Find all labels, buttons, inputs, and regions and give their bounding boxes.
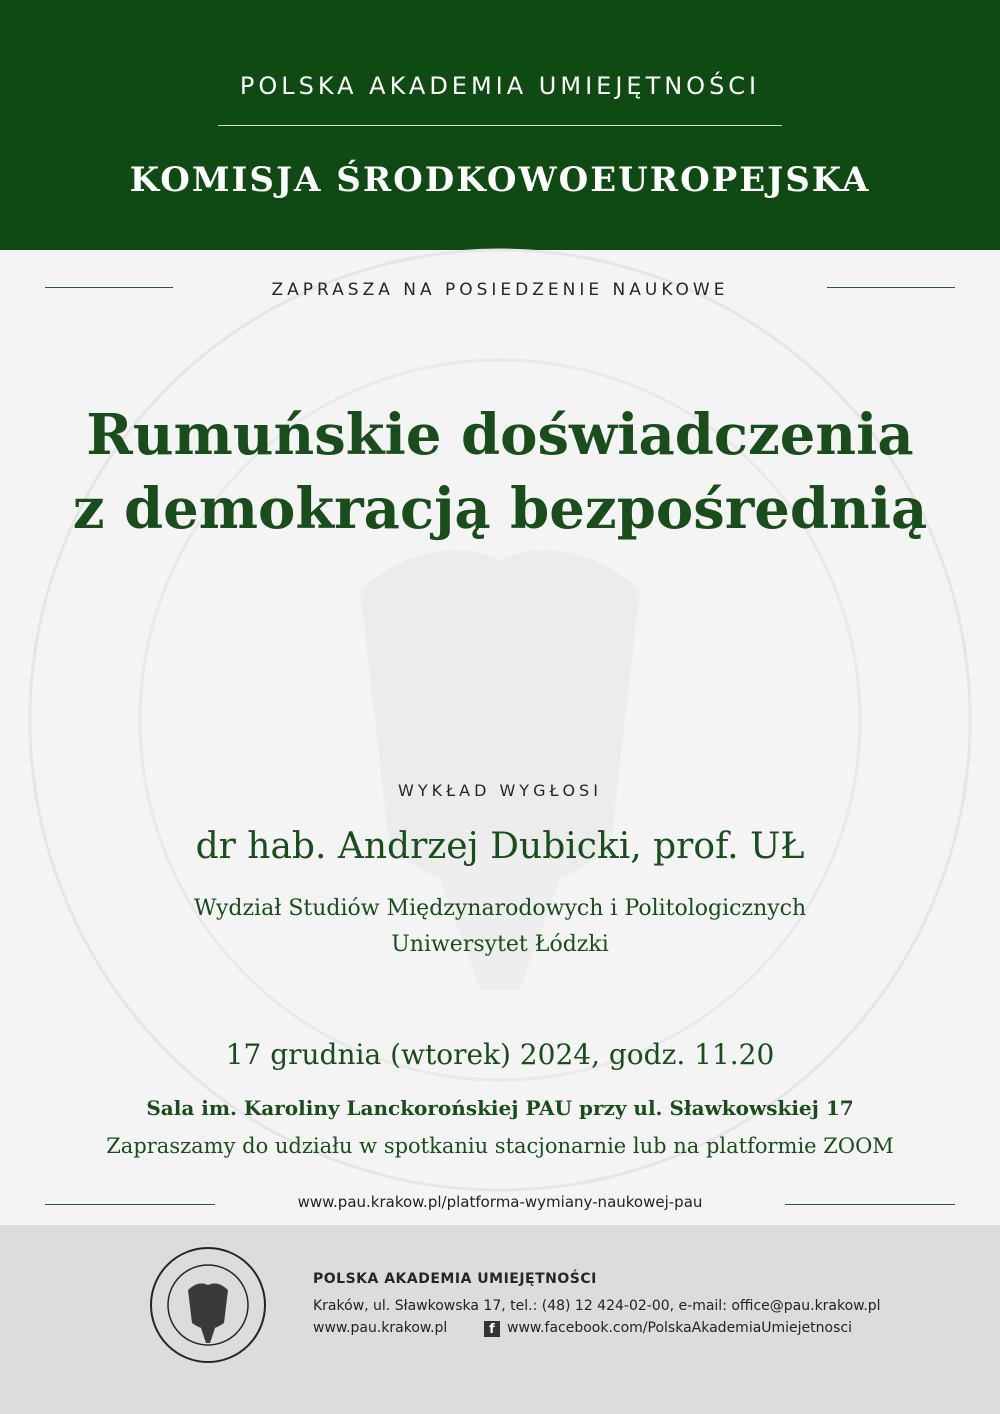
speaker-name: dr hab. Andrzej Dubicki, prof. UŁ xyxy=(195,826,805,867)
commission-name: KOMISJA ŚRODKOWOEUROPEJSKA xyxy=(129,160,871,200)
affiliation-university: Uniwersytet Łódzki xyxy=(391,932,609,957)
footer-facebook-link[interactable]: www.facebook.com/PolskaAkademiaUmiejetnosci xyxy=(507,1320,852,1336)
participation-note: Zapraszamy do udziału w spotkaniu stacjonarnie lub na platformie ZOOM xyxy=(106,1134,894,1158)
facebook-icon: f xyxy=(484,1321,500,1337)
lecture-title xyxy=(0,398,1000,546)
title-line-1: Rumuńskie doświadczenia xyxy=(86,402,914,468)
affiliation-faculty: Wydział Studiów Międzynarodowych i Politologicznych xyxy=(193,896,807,921)
title-line-2: z demokracją bezpośrednią xyxy=(72,476,928,542)
footer-address: Kraków, ul. Sławkowska 17, tel.: (48) 12 424-02-00, e-mail: office@pau.krakow.pl xyxy=(313,1298,881,1314)
event-venue: Sala im. Karoliny Lanckorońskiej PAU przy ul. Sławkowskiej 17 xyxy=(146,1096,854,1120)
invitation-text: ZAPRASZA NA POSIEDZENIE NAUKOWE xyxy=(271,280,729,300)
organization-name: POLSKA AKADEMIA UMIEJĘTNOŚCI xyxy=(239,72,761,100)
footer-organization: POLSKA AKADEMIA UMIEJĘTNOŚCI xyxy=(313,1271,597,1287)
lecture-label: WYKŁAD WYGŁOSI xyxy=(398,781,602,800)
pau-seal-logo xyxy=(148,1245,268,1365)
platform-link[interactable]: www.pau.krakow.pl/platforma-wymiany-naukowej-pau xyxy=(297,1193,703,1211)
header-divider xyxy=(218,125,782,126)
footer xyxy=(0,1225,1000,1414)
event-date: 17 grudnia (wtorek) 2024, godz. 11.20 xyxy=(225,1038,775,1071)
footer-website[interactable]: www.pau.krakow.pl xyxy=(313,1320,448,1336)
header-band xyxy=(0,0,1000,250)
